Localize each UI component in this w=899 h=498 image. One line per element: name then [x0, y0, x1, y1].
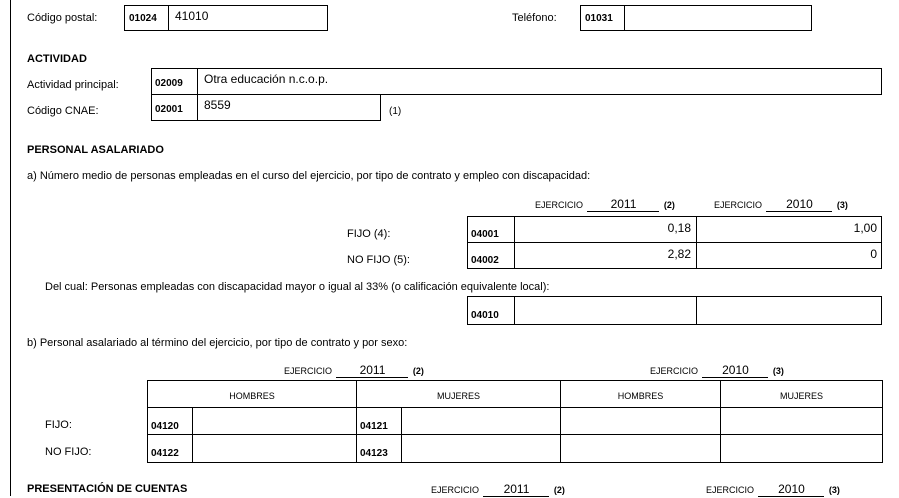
- b-fijo-hombres-prev-input[interactable]: [561, 408, 720, 434]
- year-prev: 2010: [766, 197, 832, 212]
- cnae-note: (1): [389, 106, 402, 117]
- postal-code-box-code: 01024: [125, 6, 169, 30]
- ejercicio-current-header: EJERCICIO 2011 (2): [535, 197, 675, 211]
- actividad-heading: ACTIVIDAD: [27, 53, 87, 65]
- b-year-prev: 2010: [702, 363, 768, 378]
- avg-employees-table: [467, 216, 882, 269]
- year-current: 2011: [587, 197, 659, 212]
- header-mujeres-current: MUJERES: [436, 391, 480, 401]
- presentacion-heading: PRESENTACIÓN DE CUENTAS: [27, 483, 188, 495]
- b-fijo-mujeres-code: 04121: [360, 421, 388, 432]
- fijo-label: FIJO (4):: [347, 228, 391, 240]
- section-a-text: a) Número medio de personas empleadas en el curso del ejercicio, por tipo de contrato y empleo con discapacidad:: [27, 170, 591, 182]
- b-nofijo-hombres-prev-input[interactable]: [561, 435, 720, 461]
- presentacion-year-prev: 2010: [758, 482, 824, 497]
- presentacion-ejercicio-current: EJERCICIO 2011 (2): [431, 482, 565, 496]
- personal-heading: PERSONAL ASALARIADO: [27, 144, 164, 156]
- discapacidad-text: Del cual: Personas empleadas con discapacidad mayor o igual al 33% (o calificación equivalente local):: [45, 281, 550, 293]
- ejercicio-prev-header: EJERCICIO 2010 (3): [714, 197, 848, 211]
- b-fijo-mujeres-prev-input[interactable]: [721, 408, 882, 434]
- personal-sexo-table: [147, 380, 883, 463]
- header-hombres-prev: HOMBRES: [617, 391, 664, 401]
- fijo-current-value[interactable]: 0,18: [667, 221, 691, 235]
- postal-code-label: Código postal:: [27, 12, 98, 24]
- header-hombres-current: HOMBRES: [229, 391, 275, 401]
- b-ejercicio-current-header: EJERCICIO 2011 (2): [284, 363, 424, 377]
- cnae-label: Código CNAE:: [27, 105, 99, 117]
- b-year-current: 2011: [336, 363, 408, 378]
- b-nofijo-hombres-current-input[interactable]: [193, 435, 356, 461]
- postal-code-field[interactable]: [124, 5, 328, 31]
- cnae-code: 02001: [152, 95, 198, 120]
- discapacidad-table: [467, 296, 882, 325]
- form-left-border: [10, 0, 11, 496]
- b-fijo-mujeres-current-input[interactable]: [402, 408, 560, 434]
- actividad-principal-field[interactable]: [151, 68, 882, 95]
- actividad-principal-value: Otra educación n.c.o.p.: [204, 72, 329, 86]
- fijo-code: 04001: [471, 229, 499, 240]
- b-ejercicio-prev-header: EJERCICIO 2010 (3): [650, 363, 784, 377]
- phone-label: Teléfono:: [512, 12, 557, 24]
- nofijo-code: 04002: [471, 255, 499, 266]
- phone-box-code: 01031: [581, 6, 625, 30]
- cnae-field[interactable]: [151, 94, 381, 121]
- b-nofijo-mujeres-prev-input[interactable]: [721, 435, 882, 461]
- section-b-text: b) Personal asalariado al término del ejercicio, por tipo de contrato y por sexo:: [27, 337, 408, 349]
- b-nofijo-mujeres-code: 04123: [360, 448, 388, 459]
- b-fijo-hombres-current-input[interactable]: [193, 408, 356, 434]
- nofijo-label: NO FIJO (5):: [347, 254, 410, 266]
- actividad-principal-label: Actividad principal:: [27, 79, 119, 91]
- presentacion-year-current: 2011: [483, 482, 549, 497]
- discapacidad-code: 04010: [471, 310, 499, 321]
- presentacion-ejercicio-prev: EJERCICIO 2010 (3): [706, 482, 840, 496]
- b-fijo-hombres-code: 04120: [151, 421, 179, 432]
- actividad-principal-code: 02009: [152, 69, 198, 94]
- postal-code-value: 41010: [175, 9, 209, 23]
- nofijo-current-value[interactable]: 2,82: [667, 247, 691, 261]
- b-nofijo-hombres-code: 04122: [151, 448, 179, 459]
- b-nofijo-mujeres-current-input[interactable]: [402, 435, 560, 461]
- nofijo-prev-value[interactable]: 0: [870, 247, 877, 261]
- header-mujeres-prev: MUJERES: [779, 391, 823, 401]
- cnae-value: 8559: [204, 98, 231, 112]
- b-fijo-label: FIJO:: [45, 419, 72, 431]
- fijo-prev-value[interactable]: 1,00: [853, 221, 877, 235]
- b-nofijo-label: NO FIJO:: [45, 446, 92, 458]
- phone-field[interactable]: [580, 5, 812, 31]
